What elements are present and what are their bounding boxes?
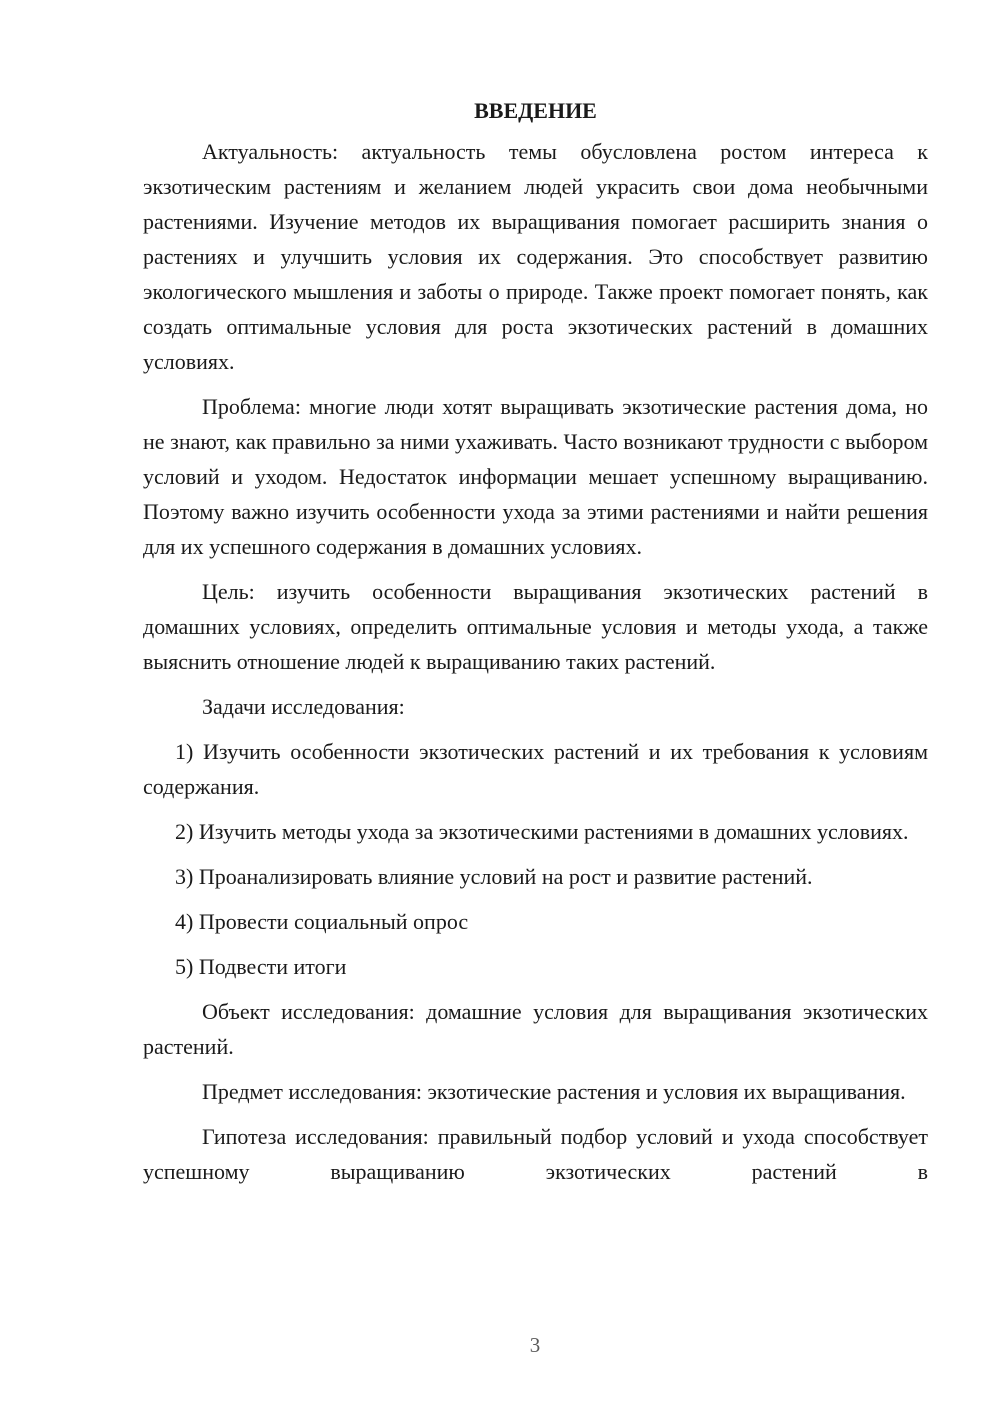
task-item: 2) Изучить методы ухода за экзотическими растениями в домашних условиях. <box>175 819 909 844</box>
tasks-heading: Задачи исследования: <box>202 694 405 719</box>
page-number: 3 <box>529 1333 541 1357</box>
document-page <box>143 96 928 1199</box>
goal-paragraph: Цель: изучить особенности выращивания экзотических растений в домашних условиях, определить оптимальные условия и методы ухода, а также выяснить отношение людей к выращиванию таких растений. <box>143 579 928 674</box>
task-item: 4) Провести социальный опрос <box>175 909 469 934</box>
subject-paragraph: Предмет исследования: экзотические растения и условия их выращивания. <box>202 1079 906 1104</box>
task-item: 1) Изучить особенности экзотических растений и их требования к условиям содержания. <box>143 739 928 799</box>
task-item: 5) Подвести итоги <box>175 954 347 979</box>
object-paragraph: Объект исследования: домашние условия для выращивания экзотических растений. <box>143 999 928 1059</box>
hypothesis-paragraph: Гипотеза исследования: правильный подбор условий и ухода способствует успешному выращиванию экзотических растений в <box>143 1124 928 1184</box>
task-item: 3) Проанализировать влияние условий на рост и развитие растений. <box>175 864 813 889</box>
section-title: ВВЕДЕНИЕ <box>474 98 597 123</box>
problem-paragraph: Проблема: многие люди хотят выращивать экзотические растения дома, но не знают, как правильно за ними ухаживать. Часто возникают трудности с выбором условий и уходом. Недостаток информации мешает успешному выращиванию. Поэтому важно изучить особенности ухода за этими растениями и найти решения для их успешного содержания в домашних условиях. <box>143 394 928 559</box>
relevance-paragraph: Актуальность: актуальность темы обусловлена ростом интереса к экзотическим растениям и желанием людей украсить свои дома необычными растениями. Изучение методов их выращивания помогает расширить знания о растениях и улучшить условия их содержания. Это способствует развитию экологического мышления и заботы о природе. Также проект помогает понять, как создать оптимальные условия для роста экзотических растений в домашних условиях. <box>143 139 928 374</box>
